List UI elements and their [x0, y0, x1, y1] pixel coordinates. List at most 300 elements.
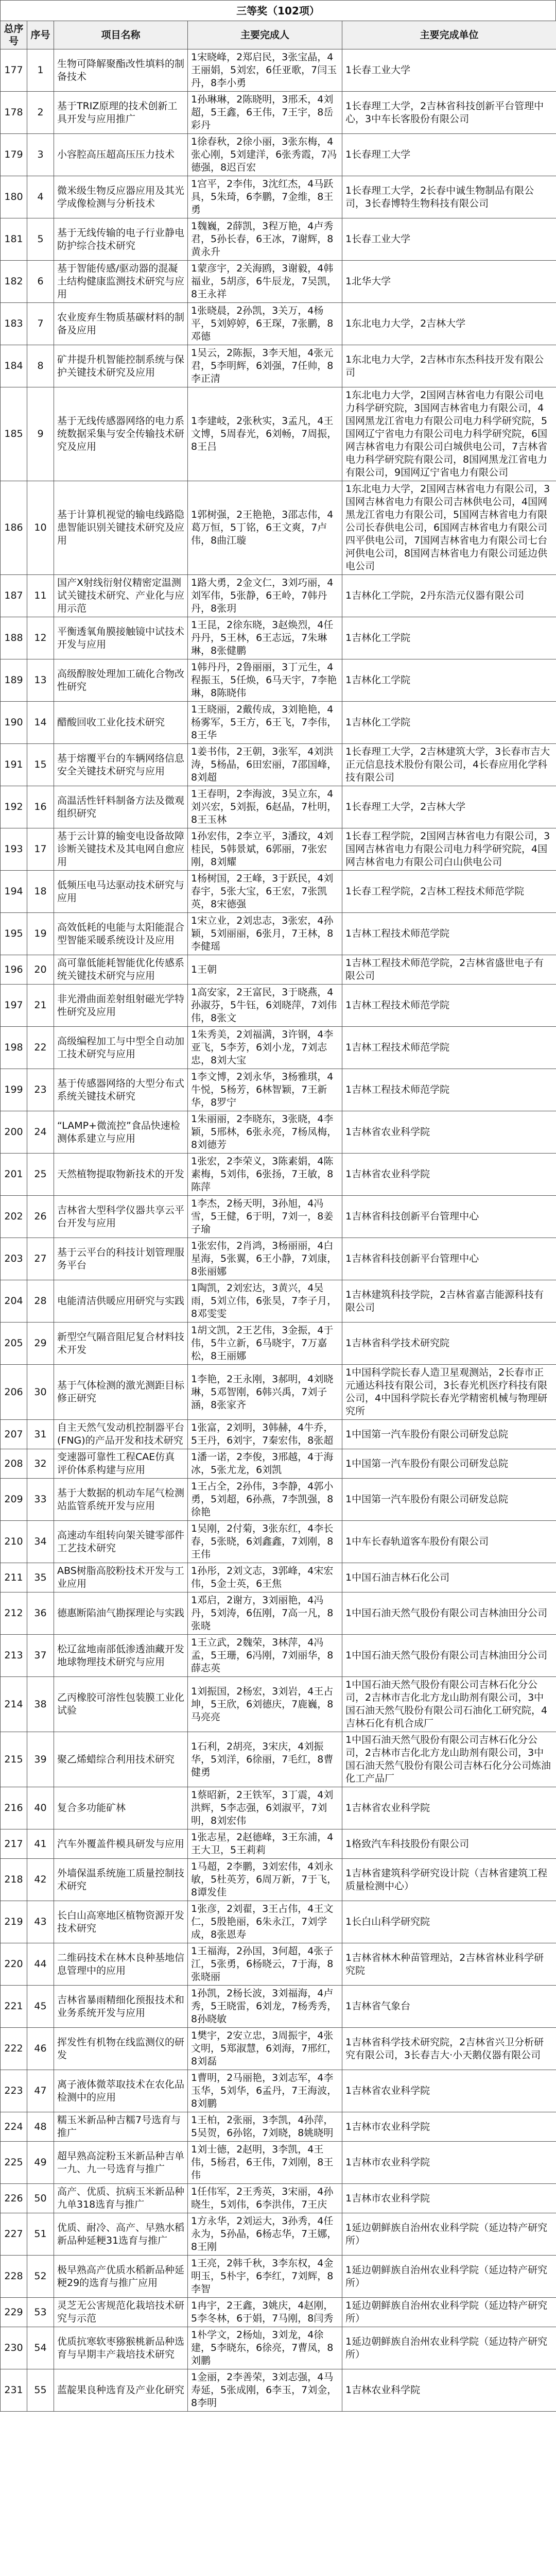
cell-units: 1吉林省建筑科学研究设计院（吉林省建筑工程质量检测中心）	[342, 1859, 556, 1901]
cell-seq: 45	[27, 1986, 54, 2028]
table-row	[1, 1592, 556, 1635]
table-row	[1, 985, 556, 1027]
cell-project: ABS树脂高胶粉技术开发与工业应用	[54, 1563, 188, 1592]
table-row	[1, 1111, 556, 1154]
cell-persons: 1张志星，2赵德峰，3王东浦，4王大卫，5王莉莉	[188, 1829, 342, 1859]
cell-units: 1长春工程学院，2吉林工程技术师范学院	[342, 871, 556, 913]
cell-total: 208	[1, 1449, 27, 1479]
cell-seq: 9	[27, 387, 54, 481]
cell-units: 1吉林工程技术师范学院，2吉林省盛世电子有限公司	[342, 955, 556, 985]
cell-units: 1长春理工大学，2吉林建筑大学，3长春市吉大正元信息技术股份有限公司，4长春应用化学科技有限公司	[342, 744, 556, 786]
cell-seq: 16	[27, 786, 54, 828]
cell-persons: 1王立武，2魏荣，3林萍，4冯孟，5王珊，6冯刚，7刘丽华，8薛志英	[188, 1635, 342, 1677]
cell-total: 207	[1, 1420, 27, 1449]
cell-project: 基于TRIZ原理的技术创新工具开发与应用推广	[54, 92, 188, 134]
cell-total: 215	[1, 1732, 27, 1787]
cell-project: 聚乙烯蜡综合利用技术研究	[54, 1732, 188, 1787]
cell-units: 1中国第一汽车股份有限公司研发总院	[342, 1449, 556, 1479]
cell-units: 1吉林省农业科学院	[342, 1111, 556, 1154]
cell-project: 基于云平台的科技计划管理服务平台	[54, 1238, 188, 1280]
cell-total: 179	[1, 134, 27, 176]
cell-persons: 1孙琳琳，2陈晓明，3邢禾，4刘超，5王鑫，6王伟，7王宇，8岳彩丹	[188, 92, 342, 134]
cell-persons: 1王亮，2韩千秋，3李东权，4金明玉，5朴宇，6李红，7刘辉，8李智	[188, 2256, 342, 2298]
cell-seq: 48	[27, 2112, 54, 2142]
cell-persons: 1樊宇，2安立忠，3周振宇，4张文明，5郑淑慧，6刘海，7邢红，8刘磊	[188, 2028, 342, 2070]
cell-total: 185	[1, 387, 27, 481]
cell-units: 1长白山科学研究院	[342, 1901, 556, 1943]
cell-total: 213	[1, 1635, 27, 1677]
cell-seq: 31	[27, 1420, 54, 1449]
cell-units: 1吉林市农业科学院	[342, 2142, 556, 2184]
table-row	[1, 575, 556, 617]
cell-seq: 22	[27, 1027, 54, 1069]
header-units: 主要完成单位	[342, 21, 556, 49]
table-row	[1, 176, 556, 218]
cell-total: 192	[1, 786, 27, 828]
cell-project: 变速器可靠性工程CAE仿真评价体系构建与应用	[54, 1449, 188, 1479]
cell-persons: 1金丽，2李善荣，3刘志强，4马寿延，5张成刚，6李玉，7刘金，8李明	[188, 2369, 342, 2412]
header-persons: 主要完成人	[188, 21, 342, 49]
cell-total: 191	[1, 744, 27, 786]
header-project: 项目名称	[54, 21, 188, 49]
cell-persons: 1徐春秋，2徐小丽，3张东梅，4张心刚，5刘建洋，6张秀霞，7冯德强，8迟百宏	[188, 134, 342, 176]
cell-persons: 1宋晓峰，2郑启民，3张宝晶，4王丽娟，5刘宏，6任亚歌，7闫玉丹，8李小勇	[188, 49, 342, 92]
cell-total: 224	[1, 2112, 27, 2142]
cell-seq: 32	[27, 1449, 54, 1479]
cell-total: 201	[1, 1154, 27, 1196]
cell-project: 灵芝无公害规范化栽培技术研究与示范	[54, 2298, 188, 2327]
table-row	[1, 1943, 556, 1986]
table-row	[1, 2112, 556, 2142]
cell-persons: 1冉宇，2王鑫，3姚庆，4赵刚，5李冬林，6于娟，7马刚，8闫秀	[188, 2298, 342, 2327]
cell-project: 乙丙橡胶可溶性包装膜工业化试验	[54, 1677, 188, 1732]
cell-total: 217	[1, 1829, 27, 1859]
cell-project: 非光滑曲面差射组射磁光学特性研究及应用	[54, 985, 188, 1027]
cell-project: 基于熔覆平台的车辆网络信息安全关键技术研究与应用	[54, 744, 188, 786]
cell-units: 1延边朝鲜族自治州农业科学院（延边特产研究所）	[342, 2256, 556, 2298]
cell-total: 204	[1, 1280, 27, 1323]
cell-seq: 20	[27, 955, 54, 985]
cell-total: 177	[1, 49, 27, 92]
cell-project: 高产、优质、抗病玉米新品种九单318选育与推广	[54, 2184, 188, 2213]
table-row	[1, 2298, 556, 2327]
cell-project: 低频压电马达驱动技术研究与应用	[54, 871, 188, 913]
cell-units: 1北华大学	[342, 261, 556, 303]
cell-seq: 14	[27, 702, 54, 744]
table-row	[1, 1027, 556, 1069]
cell-persons: 1路大勇，2金文仁，3刘巧丽，4刘军伟，5张静，6王岭，7韩丹丹，8张玥	[188, 575, 342, 617]
cell-project: 超早熟高淀粉玉米新品种吉单一九、九一号选育与推广	[54, 2142, 188, 2184]
table-row	[1, 49, 556, 92]
cell-persons: 1王春明，2李海波，3吴立东，4刘兴宏，5刘振，6赵晶，7杜明，8王玉林	[188, 786, 342, 828]
cell-seq: 24	[27, 1111, 54, 1154]
cell-project: 高速动车组转向架关键零部件工艺技术研究	[54, 1521, 188, 1563]
cell-units: 1吉林市农业科学院	[342, 2112, 556, 2142]
cell-units: 1长春理工大学，2吉林大学	[342, 786, 556, 828]
cell-seq: 29	[27, 1323, 54, 1365]
table-row	[1, 1479, 556, 1521]
cell-project: 生物可降解聚酯改性填料的制备技术	[54, 49, 188, 92]
cell-total: 228	[1, 2256, 27, 2298]
cell-seq: 51	[27, 2213, 54, 2256]
header-total: 总序号	[1, 21, 27, 49]
table-row	[1, 1521, 556, 1563]
cell-project: 基于无线传感器网络的电力系统数据采集与安全传输技术研究及应用	[54, 387, 188, 481]
cell-seq: 13	[27, 659, 54, 702]
cell-project: 糯玉米新品种吉糯7号选育与推广	[54, 2112, 188, 2142]
cell-project: “LAMP+微流控”食品快速检测体系建立与应用	[54, 1111, 188, 1154]
cell-total: 183	[1, 303, 27, 345]
cell-project: 基于智能传感/驱动器的混凝土结构健康监测技术研究与应用	[54, 261, 188, 303]
cell-total: 216	[1, 1787, 27, 1829]
cell-units: 1东北电力大学，2吉林大学	[342, 303, 556, 345]
cell-total: 220	[1, 1943, 27, 1986]
cell-project: 蓝靛果良种选育及产业化研究	[54, 2369, 188, 2412]
cell-persons: 1朱丽丽，2李晓东，3张晓，4李颖，5邢林，6张永亮，7杨凤梅，8刘德芳	[188, 1111, 342, 1154]
cell-total: 184	[1, 345, 27, 387]
cell-seq: 44	[27, 1943, 54, 1986]
table-row	[1, 134, 556, 176]
table-row	[1, 2142, 556, 2184]
cell-seq: 38	[27, 1677, 54, 1732]
cell-total: 194	[1, 871, 27, 913]
cell-project: 基于传感器网络的大型分布式系统关键技术研究	[54, 1069, 188, 1111]
cell-persons: 1李文博，2刘永华，3杨雅琪，4牛悦，5杨芳，6林智颖，7王新华，8罗宁	[188, 1069, 342, 1111]
cell-total: 202	[1, 1196, 27, 1238]
cell-seq: 41	[27, 1829, 54, 1859]
cell-units: 1长春工业大学	[342, 49, 556, 92]
cell-persons: 1蒙彦宇，2关海鸥，3谢毅，4韩福业，5胡彦，6牛辰龙，7吴凯，8王永祥	[188, 261, 342, 303]
table-row	[1, 2028, 556, 2070]
cell-project: 吉林省暴雨精细化预报技术和业务系统开发与应用	[54, 1986, 188, 2028]
cell-persons: 1潘一诺，2李俊，3邢越，4于海冰，5张尤龙，6刘凯	[188, 1449, 342, 1479]
cell-seq: 30	[27, 1365, 54, 1420]
cell-seq: 37	[27, 1635, 54, 1677]
cell-persons: 1石利，2胡亮，3宋庆，4刘振华，5刘洋，6徐丽，7毛红，8曹健勇	[188, 1732, 342, 1787]
cell-units: 1吉林省农业科学院	[342, 2070, 556, 2112]
cell-units: 1吉林工程技术师范学院	[342, 985, 556, 1027]
cell-persons: 1杨树国，2王峰，3于跃民，4刘春宇，5张大宝，6王宏，7张凯英，8宋德强	[188, 871, 342, 913]
cell-units: 1吉林化工学院	[342, 702, 556, 744]
cell-seq: 25	[27, 1154, 54, 1196]
cell-persons: 1李艳，2王永刚，3郝明，4刘晓琳，5邓智刚，6韩兴禹，7刘子涵，8张家齐	[188, 1365, 342, 1420]
table-header-row	[1, 21, 556, 49]
table-row	[1, 2256, 556, 2298]
cell-seq: 36	[27, 1592, 54, 1635]
cell-persons: 1孙宏伟，2李立平，3潘玟，4刘桂民，5韩景斌，6郭丽，7张宏刚，8刘耀	[188, 828, 342, 871]
table-row	[1, 1732, 556, 1787]
cell-persons: 1魏巍，2薛凯，3程万艳，4卢秀君，5孙长春，6王冰，7谢辉，8黄永升	[188, 218, 342, 261]
table-row	[1, 1859, 556, 1901]
table-row	[1, 1901, 556, 1943]
cell-seq: 47	[27, 2070, 54, 2112]
cell-units: 1吉林省农业科学院	[342, 1787, 556, 1829]
table-row	[1, 871, 556, 913]
cell-total: 221	[1, 1986, 27, 2028]
cell-seq: 49	[27, 2142, 54, 2184]
table-row	[1, 2327, 556, 2369]
cell-seq: 17	[27, 828, 54, 871]
cell-units: 1吉林工程技术师范学院	[342, 1069, 556, 1111]
cell-total: 230	[1, 2327, 27, 2369]
table-row	[1, 1196, 556, 1238]
cell-units: 1长春工程学院，2国网吉林省电力有限公司，3国网吉林省电力有限公司电力科学研究院，4国网吉林省电力有限公司白山供电公司	[342, 828, 556, 871]
cell-units: 1东北电力大学，2国网吉林省电力有限公司，3国网吉林省电力有限公司吉林供电公司，4国网黑龙江省电力有限公司，5国网吉林省电力有限公司长春供电公司，6国网吉林省电力有限公司四平供电公司，7国网吉林省电力有限公司七台河供电公司，8国网吉林省电力有限公司延边供电公司	[342, 481, 556, 575]
cell-seq: 26	[27, 1196, 54, 1238]
table-row	[1, 481, 556, 575]
table-row	[1, 659, 556, 702]
cell-total: 178	[1, 92, 27, 134]
cell-persons: 1王柏，2张丽，3李凯，4孙萍，5吴贺，6孙铭，7刘晓，8姚晓明	[188, 2112, 342, 2142]
cell-units: 1吉林省科技创新平台管理中心	[342, 1196, 556, 1238]
cell-persons: 1张彦，2刘翟，3王占伟，4王文仁，5殷艳丽，6朱永江，7刘学成，8张恩寿	[188, 1901, 342, 1943]
table-row	[1, 2213, 556, 2256]
cell-persons: 1王晓丽，2戴传成，3刘艳艳，4杨雾军，5王方，6王飞，7李伟，8王华	[188, 702, 342, 744]
cell-seq: 52	[27, 2256, 54, 2298]
table-row	[1, 744, 556, 786]
cell-project: 外墙保温系统施工质量控制技术研究	[54, 1859, 188, 1901]
cell-total: 188	[1, 617, 27, 659]
cell-total: 180	[1, 176, 27, 218]
table-row	[1, 1323, 556, 1365]
cell-project: 醋酸回收工业化技术研究	[54, 702, 188, 744]
cell-project: 自主天然气发动机控制器平台(FNG)的产品开发和技术研究	[54, 1420, 188, 1449]
cell-seq: 33	[27, 1479, 54, 1521]
cell-units: 1中国第一汽车股份有限公司研发总院	[342, 1420, 556, 1449]
cell-units: 1吉林化工学院	[342, 617, 556, 659]
cell-project: 高可靠低能耗智能优化传感系统关键技术研究与应用	[54, 955, 188, 985]
cell-persons: 1蔡昭新，2王铁军，3丁震，4刘洪辉，5李志强，6刘淑平，7刘明，8刘宏伟	[188, 1787, 342, 1829]
cell-units: 1吉林省科技创新平台管理中心	[342, 1238, 556, 1280]
cell-project: 国产X射线衍射仪精密定温测试关键技术研究、产业化与应用示范	[54, 575, 188, 617]
cell-total: 212	[1, 1592, 27, 1635]
table-row	[1, 1677, 556, 1732]
cell-persons: 1张富，2刘明，3韩赫，4牛乔，5王丹，6刘宇，7秦宏伟，8张超	[188, 1420, 342, 1449]
table-row	[1, 261, 556, 303]
cell-persons: 1韩丹丹，2鲁丽丽，3丁元生，4程振玉，5任焕，6马天宇，7李艳琳，8陈晓伟	[188, 659, 342, 702]
table-row	[1, 1238, 556, 1280]
cell-persons: 1邓启，2谢方，3刘丽艳，4冯丹，5刘涛，6伍刚，7高一凡，8张晓	[188, 1592, 342, 1635]
cell-total: 189	[1, 659, 27, 702]
cell-persons: 1张宏伟，2肖鸿，3杨丽丽，4白星海，5张翼，6王小静，7刘康，8张丽娜	[188, 1238, 342, 1280]
table-row	[1, 828, 556, 871]
cell-seq: 10	[27, 481, 54, 575]
cell-units: 1中国科学院长春人造卫星观测站，2长春市正元通达科技有限公司，3长春光机医疗科技有限公司，4中国科学院长春光学精密机械与物理研究所	[342, 1365, 556, 1420]
cell-units: 1吉林化工学院	[342, 659, 556, 702]
cell-seq: 5	[27, 218, 54, 261]
cell-total: 190	[1, 702, 27, 744]
cell-units: 1长春工业大学	[342, 218, 556, 261]
cell-total: 197	[1, 985, 27, 1027]
cell-persons: 1王朝	[188, 955, 342, 985]
cell-total: 195	[1, 913, 27, 955]
cell-units: 1长春理工大学，2长春中诚生物制品有限公司，3长春博特生物科技有限公司	[342, 176, 556, 218]
cell-units: 1延边朝鲜族自治州农业科学院（延边特产研究所）	[342, 2327, 556, 2369]
cell-persons: 1王福海，2孙国，3何超，4张子江，5张勇，6杨晓云，7于海，8张晓丽	[188, 1943, 342, 1986]
cell-project: 长白山高寒地区植物资源开发技术研究	[54, 1901, 188, 1943]
cell-seq: 18	[27, 871, 54, 913]
cell-project: 基于气体检测的激光测距目标修正研究	[54, 1365, 188, 1420]
header-seq: 序号	[27, 21, 54, 49]
cell-units: 1吉林工程技术师范学院	[342, 913, 556, 955]
table-row	[1, 1280, 556, 1323]
cell-seq: 21	[27, 985, 54, 1027]
cell-project: 吉林省大型科学仪器共享云平台开发与应用	[54, 1196, 188, 1238]
award-tier-title: 三等奖（102项）	[0, 0, 556, 21]
table-row	[1, 1563, 556, 1592]
cell-total: 214	[1, 1677, 27, 1732]
cell-total: 200	[1, 1111, 27, 1154]
cell-units: 1吉林建筑科技学院，2吉林省嘉吉能源科技有限公司	[342, 1280, 556, 1323]
cell-total: 205	[1, 1323, 27, 1365]
cell-units: 1中国石油天然气股份有限公司吉林石化分公司，2吉林市吉化北方龙山助剂有限公司，3中国石油天然气股份有限公司吉林石化分公司炼油化工产品厂	[342, 1732, 556, 1787]
cell-persons: 1马超，2李鹏，3刘宏伟，4刘永敏，5杜英芳，6周万新，7于飞，8谭发佳	[188, 1859, 342, 1901]
table-row	[1, 786, 556, 828]
cell-persons: 1孙彤，2刘文志，3郭峰，4宋宏伟，5金士英，6王焦	[188, 1563, 342, 1592]
cell-total: 211	[1, 1563, 27, 1592]
table-row	[1, 2070, 556, 2112]
cell-seq: 54	[27, 2327, 54, 2369]
cell-total: 225	[1, 2142, 27, 2184]
table-row	[1, 955, 556, 985]
cell-persons: 1高安家，2王富民，3于晓燕，4孙淑芬，5牛钰，6刘晓萍，7刘伟伟，8张文	[188, 985, 342, 1027]
cell-seq: 34	[27, 1521, 54, 1563]
cell-project: 优质抗寒软枣猕猴桃新品种选育与早期丰产栽培技术研究	[54, 2327, 188, 2369]
cell-persons: 1李建岐，2张秋实，3孟凡，4王文博，5周春光，6刘畅，7周振，8王吕	[188, 387, 342, 481]
table-row	[1, 1069, 556, 1111]
cell-units: 1延边朝鲜族自治州农业科学院（延边特产研究所）	[342, 2298, 556, 2327]
table-row	[1, 387, 556, 481]
cell-persons: 1刘士德，2赵明，3李凯，4王伟，5杨君，6王伟，7刘刚，8王伟	[188, 2142, 342, 2184]
table-row	[1, 1986, 556, 2028]
cell-project: 松辽盆地南部低渗透油藏开发地球物理技术研究与应用	[54, 1635, 188, 1677]
cell-total: 227	[1, 2213, 27, 2256]
cell-total: 203	[1, 1238, 27, 1280]
cell-project: 小容腔高压超高压压力技术	[54, 134, 188, 176]
award-table	[0, 21, 556, 2412]
cell-persons: 1姜书伟，2王朝，3张军，4刘洪涛，5杨晶，6田宏丽，7邵国峰，8刘超	[188, 744, 342, 786]
cell-total: 199	[1, 1069, 27, 1111]
table-row	[1, 1829, 556, 1859]
cell-persons: 1吴刚，2付菊，3张东红，4李长春，5张晓，6刘鑫鑫，7刘刚，8王伟	[188, 1521, 342, 1563]
cell-persons: 1宋立业，2刘忠志，3张宏，4孙颖，5刘丽丽，6张月，7王林，8李健瑶	[188, 913, 342, 955]
cell-total: 219	[1, 1901, 27, 1943]
cell-project: 新型空气隔音阻尼复合材料技术开发	[54, 1323, 188, 1365]
table-row	[1, 218, 556, 261]
cell-persons: 1曹明，2马丽艳，3刘志军，4李玉华，5刘华，6孟丹，7王海波，8刘鹏	[188, 2070, 342, 2112]
cell-persons: 1朴学文，2杨灿，3刘龙，4徐建，5李晓东，6徐亮，7曹凤，8刘鹏	[188, 2327, 342, 2369]
table-row	[1, 1449, 556, 1479]
cell-project: 高温活性钎料制备方法及微观组织研究	[54, 786, 188, 828]
cell-total: 222	[1, 2028, 27, 2070]
cell-units: 1吉林省气象台	[342, 1986, 556, 2028]
cell-project: 基于计算机视觉的输电线路隐患智能识别关键技术研究及应用	[54, 481, 188, 575]
cell-persons: 1方永华，2刘运大，3孙秀，4任永为，5孙晶，6杨志华，7王娜，8王刚	[188, 2213, 342, 2256]
cell-total: 182	[1, 261, 27, 303]
cell-units: 1格致汽车科技股份有限公司	[342, 1829, 556, 1859]
table-row	[1, 345, 556, 387]
cell-seq: 53	[27, 2298, 54, 2327]
table-row	[1, 913, 556, 955]
cell-persons: 1李杰，2杨天明，3孙旭，4冯雪，5王健，6于明，7刘一，8姜子瑜	[188, 1196, 342, 1238]
cell-persons: 1张宏，2李荣义，3陈素娟，4陈素梅，5刘伟，6张扬，7王敏，8陈萍	[188, 1154, 342, 1196]
cell-persons: 1王占全，2孙伟，3李静，4郭小勇，5刘超，6孙燕，7李凯强，8徐艳	[188, 1479, 342, 1521]
cell-seq: 3	[27, 134, 54, 176]
cell-persons: 1张晓晨，2孙凯，3关万，4杨平，5刘婷婷，6王琛，7张鹏，8邓德	[188, 303, 342, 345]
table-row	[1, 1787, 556, 1829]
cell-project: 汽车外覆盖件模具研发与应用	[54, 1829, 188, 1859]
cell-total: 231	[1, 2369, 27, 2412]
cell-seq: 50	[27, 2184, 54, 2213]
table-body	[1, 49, 556, 2412]
cell-project: 挥发性有机物在线监测仪的研发	[54, 2028, 188, 2070]
cell-total: 218	[1, 1859, 27, 1901]
table-row	[1, 617, 556, 659]
cell-project: 高级编程加工与中型全自动加工技术研究与应用	[54, 1027, 188, 1069]
cell-seq: 4	[27, 176, 54, 218]
cell-seq: 40	[27, 1787, 54, 1829]
table-row	[1, 1365, 556, 1420]
cell-units: 1吉林工程技术师范学院	[342, 1027, 556, 1069]
cell-persons: 1陶凯，2刘宏达，3黄兴，4吴雨，5刘立伟，6张昊，7李子月，8邓雯雯	[188, 1280, 342, 1323]
cell-units: 1吉林化工学院，2丹东浩元仪器有限公司	[342, 575, 556, 617]
cell-project: 优质、耐冷、高产、早熟水稻新品种延粳31选育与推广	[54, 2213, 188, 2256]
cell-total: 198	[1, 1027, 27, 1069]
cell-persons: 1孙凯，2杨长波，3刘福海，4卢秀，5王晓雷，6刘龙，7杨秀秀，8孙晓敏	[188, 1986, 342, 2028]
cell-project: 极早熟高产优质水稻新品种延粳29的选育与推广应用	[54, 2256, 188, 2298]
cell-seq: 27	[27, 1238, 54, 1280]
cell-units: 1长春理工大学，2吉林省科技创新平台管理中心，3中车长客股份有限公司	[342, 92, 556, 134]
cell-project: 微米级生物反应器应用及其光学成像检测与分析技术	[54, 176, 188, 218]
cell-seq: 46	[27, 2028, 54, 2070]
cell-seq: 23	[27, 1069, 54, 1111]
cell-persons: 1胡文凯，2王艺伟，3金振，4于伟，5牛立新，6马晓宇，7万嘉松，8王丽娜	[188, 1323, 342, 1365]
cell-project: 农业废弃生物质基碳材料的制备及应用	[54, 303, 188, 345]
table-row	[1, 303, 556, 345]
table-row	[1, 2184, 556, 2213]
cell-project: 基于云计算的输变电设备故障诊断关键技术及其电网自愈应用	[54, 828, 188, 871]
cell-units: 1吉林省林木种苗管理站，2吉林省林业科学研究院	[342, 1943, 556, 1986]
cell-seq: 35	[27, 1563, 54, 1592]
cell-project: 德惠断陷油气勘探理论与实践	[54, 1592, 188, 1635]
cell-project: 天然植物提取物新技术的开发	[54, 1154, 188, 1196]
table-row	[1, 702, 556, 744]
cell-persons: 1郭树强，2王艳艳，3邵志伟，4葛万恒，5丁铭，6王文爽，7卢伟，8曲江璇	[188, 481, 342, 575]
cell-units: 1吉林市农业科学院	[342, 2184, 556, 2213]
cell-seq: 55	[27, 2369, 54, 2412]
cell-project: 电能清洁供暖应用研究与实践	[54, 1280, 188, 1323]
cell-seq: 43	[27, 1901, 54, 1943]
cell-persons: 1朱秀美，2刘福满，3许钢，4李亚飞，5李芳，6刘小龙，7刘志忠，8刘大宝	[188, 1027, 342, 1069]
cell-project: 离子液体微萃取技术在农化品检测中的应用	[54, 2070, 188, 2112]
cell-seq: 39	[27, 1732, 54, 1787]
cell-total: 187	[1, 575, 27, 617]
cell-persons: 1王昆，2徐东晓，3赵焕烈，4任丹丹，5王林，6王志远，7朱琳琳，8张健鹏	[188, 617, 342, 659]
cell-total: 196	[1, 955, 27, 985]
cell-project: 基于大数据的机动车尾气检测站监管系统开发与应用	[54, 1479, 188, 1521]
cell-project: 平衡透氧角膜接触镜中试技术开发与应用	[54, 617, 188, 659]
cell-units: 1中车长春轨道客车股份有限公司	[342, 1521, 556, 1563]
table-row	[1, 1420, 556, 1449]
cell-seq: 19	[27, 913, 54, 955]
cell-project: 复合多功能矿林	[54, 1787, 188, 1829]
cell-project: 二维码技术在林木良种基地信息管理中的应用	[54, 1943, 188, 1986]
cell-seq: 42	[27, 1859, 54, 1901]
cell-seq: 15	[27, 744, 54, 786]
cell-project: 高效低耗的电能与太阳能混合型智能采暖系统设计及应用	[54, 913, 188, 955]
cell-units: 1东北电力大学，2国网吉林省电力有限公司电力科学研究院，3国网吉林省电力有限公司，4国网黑龙江省电力有限公司电力科学研究院，5国网辽宁省电力有限公司电力科学研究院，6国网吉林省电力有限公司白城供电公司，7吉林省电力科学研究院有限公司，8国网黑龙江省电力有限公司，9国网辽宁省电力有限公司	[342, 387, 556, 481]
cell-seq: 12	[27, 617, 54, 659]
